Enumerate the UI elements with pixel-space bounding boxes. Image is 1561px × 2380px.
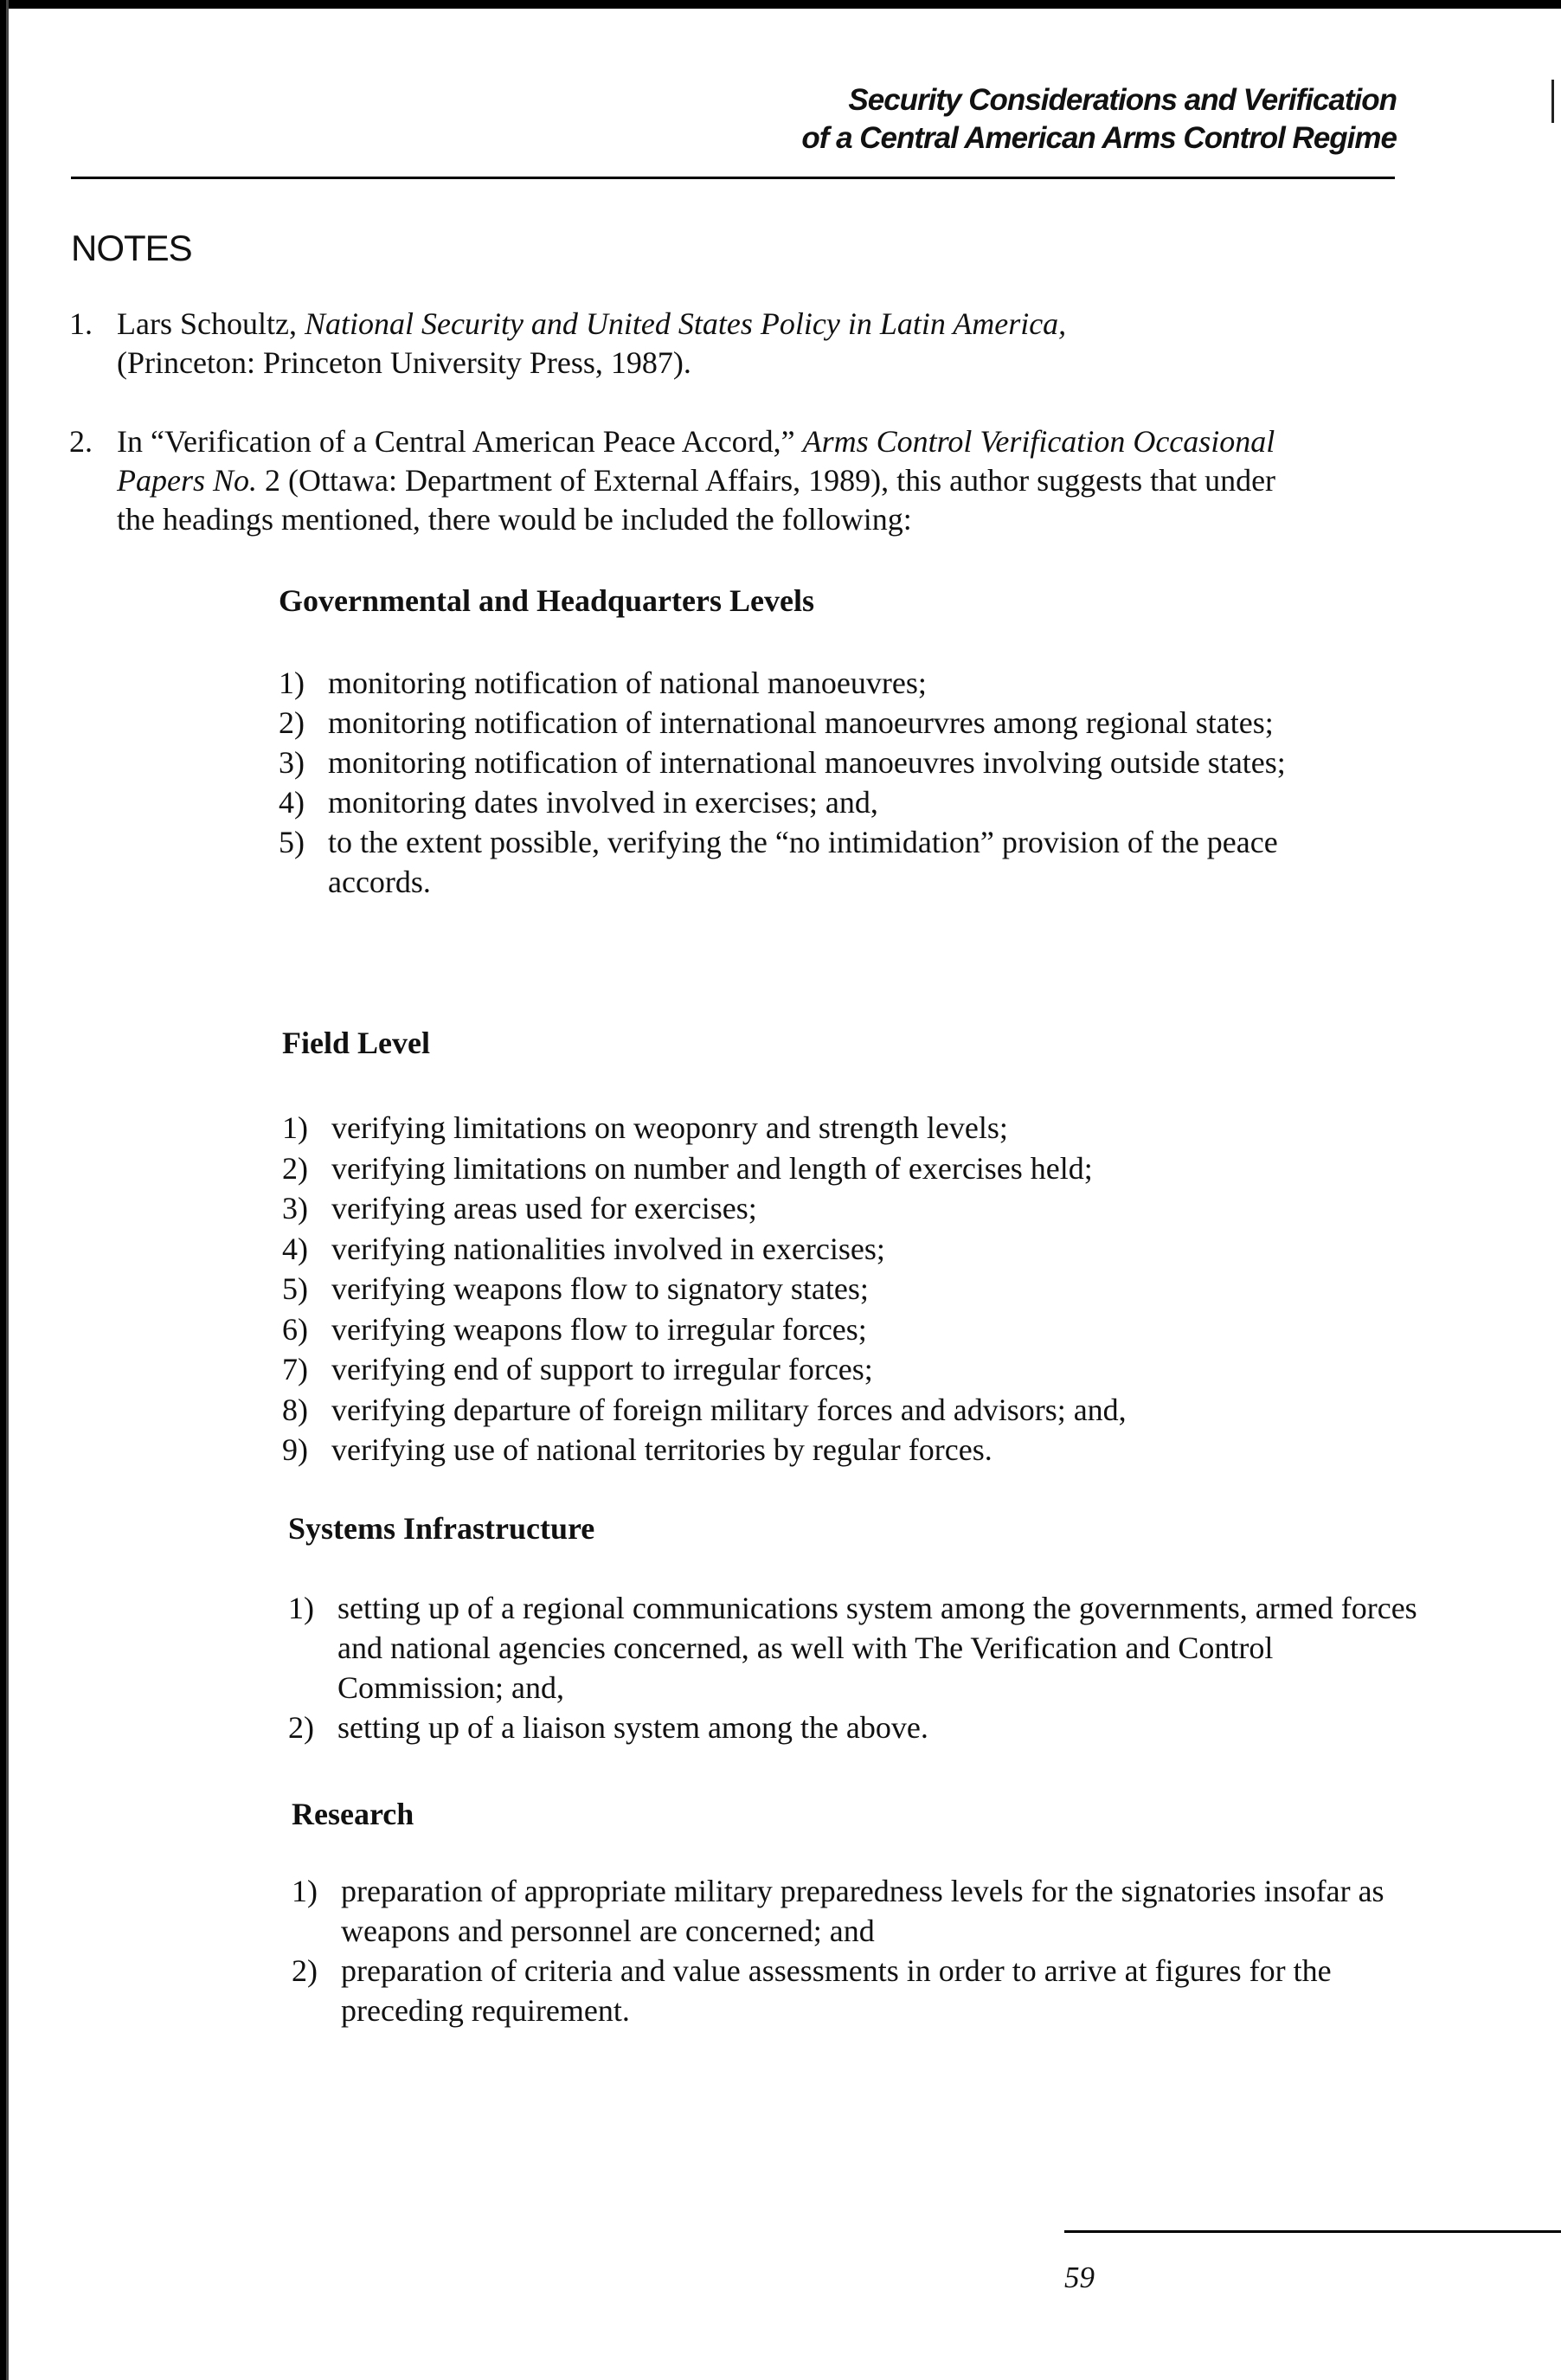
footer-rule	[1064, 2230, 1561, 2233]
note-journal: Arms Control Verification Occasional Papers No.	[117, 424, 1275, 498]
list-item	[279, 663, 1386, 703]
item-marker: 1)	[279, 666, 305, 700]
note-number: 2.	[69, 424, 93, 459]
note-author: Lars Schoultz,	[117, 306, 305, 341]
note-continuation: 2 (Ottawa: Department of External Affairs, 1989), this author suggests that under the headings mentioned, there would be included the following:	[117, 463, 1276, 537]
item-text: preparation of appropriate military preparedness levels for the signatories insofar as weapons and personnel are concerned; and	[341, 1874, 1384, 1948]
list-item	[282, 1309, 1390, 1350]
header-rule	[71, 177, 1395, 179]
list-item	[282, 1390, 1390, 1431]
item-marker: 8)	[282, 1392, 308, 1427]
list-item	[282, 1229, 1390, 1270]
list-item	[288, 1708, 1430, 1747]
item-marker: 4)	[282, 1231, 308, 1266]
item-text: verifying weapons flow to signatory states;	[331, 1271, 869, 1306]
list-item	[279, 743, 1386, 782]
running-head-line1: Security Considerations and Verification	[848, 83, 1397, 117]
list-field-level	[282, 1108, 1390, 1470]
item-marker: 2)	[282, 1150, 308, 1186]
note-intro: In “Verification of a Central American Peace Accord,”	[117, 424, 803, 459]
list-item	[279, 703, 1386, 743]
section-heading-systems-infrastructure: Systems Infrastructure	[288, 1511, 595, 1546]
item-marker: 5)	[279, 825, 305, 859]
item-text: verifying weapons flow to irregular forces;	[331, 1311, 867, 1347]
note-publication: (Princeton: Princeton University Press, 1987).	[117, 345, 691, 380]
list-item	[282, 1188, 1390, 1229]
item-marker: 7)	[282, 1352, 308, 1386]
item-text: monitoring notification of international manoeurvres among regional states;	[328, 705, 1274, 740]
list-item	[279, 782, 1386, 822]
list-item	[282, 1430, 1390, 1470]
item-marker: 4)	[279, 785, 305, 820]
section-heading-governmental: Governmental and Headquarters Levels	[279, 583, 814, 618]
item-marker: 6)	[282, 1311, 308, 1347]
item-text: monitoring notification of international manoeuvres involving outside states;	[328, 745, 1286, 780]
item-text: to the extent possible, verifying the “no intimidation” provision of the peace accords.	[328, 825, 1278, 899]
note-body	[117, 305, 1276, 383]
scan-border-left-inner	[6, 0, 9, 2380]
list-item	[288, 1588, 1430, 1708]
item-marker: 1)	[292, 1874, 318, 1908]
note-book-title: National Security and United States Policy in Latin America,	[304, 306, 1067, 341]
item-text: preparation of criteria and value assessments in order to arrive at figures for the preceding requirement.	[341, 1953, 1332, 2028]
list-item	[282, 1269, 1390, 1309]
item-text: monitoring dates involved in exercises; and,	[328, 785, 878, 820]
running-head	[801, 81, 1397, 158]
list-item	[282, 1148, 1390, 1189]
item-marker: 3)	[282, 1191, 308, 1225]
item-text: verifying limitations on number and length of exercises held;	[331, 1150, 1093, 1186]
notes-heading: NOTES	[71, 228, 192, 268]
item-marker: 9)	[282, 1432, 308, 1467]
list-item	[292, 1951, 1442, 2030]
item-text: monitoring notification of national manoeuvres;	[328, 666, 927, 700]
item-text: verifying areas used for exercises;	[331, 1191, 757, 1225]
item-text: setting up of a regional communications system among the governments, armed forces and national agencies concerned, as well with The Verification and Control Commission; and,	[337, 1591, 1417, 1705]
item-marker: 2)	[288, 1710, 314, 1745]
scan-edge-mark	[1551, 80, 1554, 123]
list-research	[292, 1871, 1442, 2030]
list-item	[279, 822, 1386, 902]
note-number: 1.	[69, 306, 93, 341]
running-head-line2: of a Central American Arms Control Regime	[801, 121, 1397, 155]
item-text: verifying end of support to irregular forces;	[331, 1352, 873, 1386]
item-marker: 2)	[292, 1953, 318, 1988]
item-text: verifying use of national territories by regular forces.	[331, 1432, 992, 1467]
scan-border-left	[0, 0, 6, 2380]
item-text: verifying limitations on weoponry and strength levels;	[331, 1110, 1008, 1145]
item-marker: 1)	[288, 1591, 314, 1625]
list-item	[282, 1108, 1390, 1148]
item-marker: 3)	[279, 745, 305, 780]
item-marker: 5)	[282, 1271, 308, 1306]
list-item	[292, 1871, 1442, 1951]
item-marker: 2)	[279, 705, 305, 740]
list-governmental	[279, 663, 1386, 902]
scan-border-top	[0, 0, 1561, 9]
note-body	[117, 422, 1281, 539]
section-heading-field-level: Field Level	[282, 1026, 430, 1060]
item-text: verifying nationalities involved in exercises;	[331, 1231, 885, 1266]
item-marker: 1)	[282, 1110, 308, 1145]
section-heading-research: Research	[292, 1797, 414, 1831]
list-item	[282, 1349, 1390, 1390]
list-systems-infrastructure	[288, 1588, 1430, 1747]
item-text: verifying departure of foreign military forces and advisors; and,	[331, 1392, 1127, 1427]
page-number: 59	[1064, 2261, 1095, 2294]
item-text: setting up of a liaison system among the above.	[337, 1710, 928, 1745]
